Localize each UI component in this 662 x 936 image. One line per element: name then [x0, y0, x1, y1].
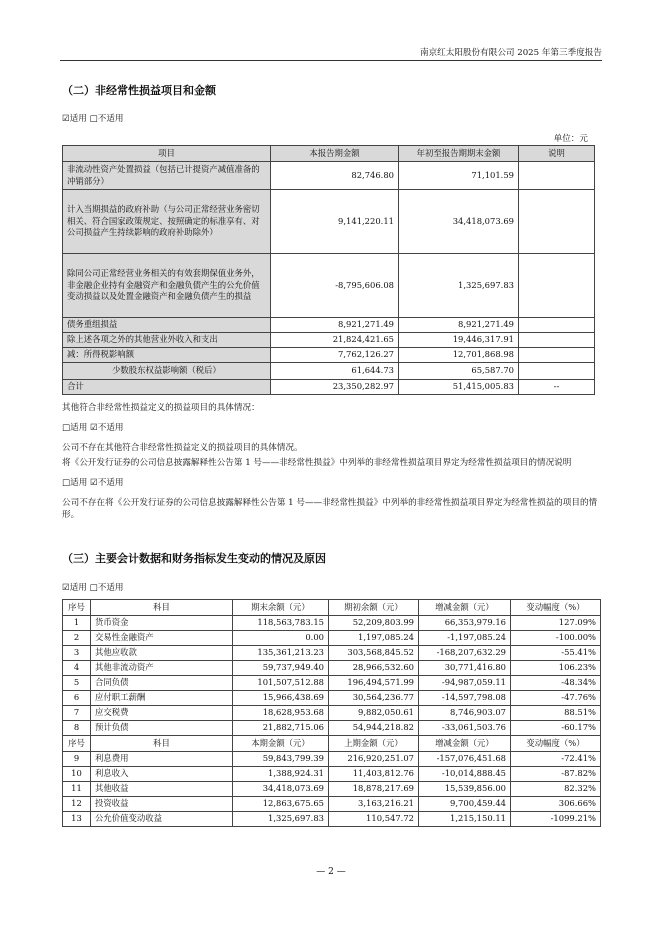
row-number: 6 [63, 691, 91, 706]
column-header: 本期金额（元） [233, 736, 329, 752]
column-header: 上期金额（元） [329, 736, 419, 752]
change-amount: -14,597,798.08 [419, 691, 511, 706]
table-row [63, 254, 595, 318]
amount-a: 15,966,438.69 [233, 691, 329, 706]
account-name: 交易性金融资产 [91, 631, 233, 646]
item-label: 债务重组损益 [63, 318, 271, 333]
account-name: 利息费用 [91, 752, 233, 767]
change-percent: -72.41% [511, 752, 601, 767]
change-percent: -87.82% [511, 767, 601, 782]
note [519, 363, 595, 380]
para-reclassification: 将《公开发行证券的公司信息披露解释性公告第 1 号——非经常性损益》中列举的非经常性损益项目界定为经常性损益项目的情况说明 [62, 458, 572, 468]
note [519, 190, 595, 254]
column-header: 说明 [519, 146, 595, 162]
current-amount: 21,824,421.65 [271, 333, 399, 348]
change-percent: -48.34% [511, 676, 601, 691]
note [519, 162, 595, 190]
table-row [63, 631, 601, 646]
table-header-row [63, 146, 595, 162]
note [519, 333, 595, 348]
current-amount: 82,746.80 [271, 162, 399, 190]
amount-a: 1,388,924.31 [233, 767, 329, 782]
change-percent: 88.51% [511, 706, 601, 721]
change-amount: 66,353,979.16 [419, 616, 511, 631]
item-label: 非流动性资产处置损益（包括已计提资产减值准备的冲销部分） [63, 162, 271, 190]
change-percent: -47.76% [511, 691, 601, 706]
column-header: 科目 [91, 600, 233, 616]
table-row [63, 676, 601, 691]
table-header-row [63, 736, 601, 752]
ytd-amount: 12,701,868.98 [399, 348, 519, 363]
row-number: 1 [63, 616, 91, 631]
amount-a: 59,737,949.40 [233, 661, 329, 676]
ytd-amount: 71,101.59 [399, 162, 519, 190]
table-row [63, 691, 601, 706]
para-no-other-items: 公司不存在其他符合非经常性损益定义的损益项目的具体情况。 [62, 443, 303, 453]
table-row [63, 752, 601, 767]
amount-a: 59,843,799.39 [233, 752, 329, 767]
amount-b: 9,882,050.61 [329, 706, 419, 721]
column-header: 期末余额（元） [233, 600, 329, 616]
amount-a: 21,882,715.06 [233, 721, 329, 736]
table-row [63, 318, 595, 333]
item-label: 少数股东权益影响额（税后） [63, 363, 271, 380]
row-number: 2 [63, 631, 91, 646]
change-percent: -1099.21% [511, 812, 601, 827]
amount-a: 118,563,783.15 [233, 616, 329, 631]
amount-b: 3,163,216.21 [329, 797, 419, 812]
table-row [63, 782, 601, 797]
non-recurring-table [62, 145, 595, 395]
section3-applicable: ☑适用 □不适用 [62, 583, 124, 593]
change-amount: 8,746,903.07 [419, 706, 511, 721]
account-name: 投资收益 [91, 797, 233, 812]
row-number: 5 [63, 676, 91, 691]
account-name: 合同负债 [91, 676, 233, 691]
column-header: 年初至报告期期末金额 [399, 146, 519, 162]
check-reclassification: □适用 ☑不适用 [62, 478, 124, 488]
change-amount: 30,771,416.80 [419, 661, 511, 676]
current-amount: -8,795,606.08 [271, 254, 399, 318]
ytd-amount: 1,325,697.83 [399, 254, 519, 318]
table-row [63, 162, 595, 190]
table-row [63, 812, 601, 827]
change-percent: -55.41% [511, 646, 601, 661]
account-name: 预计负债 [91, 721, 233, 736]
table-row [63, 333, 595, 348]
item-label: 除同公司正常经营业务相关的有效套期保值业务外，非金融企业持有金融资产和金融负债产生的公允价值变动损益以及处置金融资产和金融负债产生的损益 [63, 254, 271, 318]
change-amount: 9,700,459.44 [419, 797, 511, 812]
row-number: 10 [63, 767, 91, 782]
change-percent: 127.09% [511, 616, 601, 631]
row-number: 8 [63, 721, 91, 736]
amount-b: 18,878,217.69 [329, 782, 419, 797]
table-row [63, 706, 601, 721]
column-header: 科目 [91, 736, 233, 752]
note [519, 348, 595, 363]
row-number: 11 [63, 782, 91, 797]
amount-b: 1,197,085.24 [329, 631, 419, 646]
column-header: 序号 [63, 600, 91, 616]
amount-b: 11,403,812.76 [329, 767, 419, 782]
table-row [63, 616, 601, 631]
account-name: 利息收入 [91, 767, 233, 782]
row-number: 12 [63, 797, 91, 812]
check-other-items: □适用 ☑不适用 [62, 423, 124, 433]
amount-a: 18,628,953.68 [233, 706, 329, 721]
row-number: 3 [63, 646, 91, 661]
row-number: 9 [63, 752, 91, 767]
item-label: 计入当期损益的政府补助（与公司正常经营业务密切相关、符合国家政策规定、按照确定的标准享有、对公司损益产生持续影响的政府补助除外） [63, 190, 271, 254]
change-percent: 306.66% [511, 797, 601, 812]
amount-b: 52,209,803.99 [329, 616, 419, 631]
account-name: 应交税费 [91, 706, 233, 721]
column-header: 期初余额（元） [329, 600, 419, 616]
account-name: 其他非流动资产 [91, 661, 233, 676]
table-row [63, 646, 601, 661]
amount-a: 0.00 [233, 631, 329, 646]
amount-b: 54,944,218.82 [329, 721, 419, 736]
amount-b: 30,564,236.77 [329, 691, 419, 706]
ytd-amount: 51,415,005.83 [399, 380, 519, 395]
amount-b: 216,920,251.07 [329, 752, 419, 767]
change-amount: -33,061,503.76 [419, 721, 511, 736]
table-row [63, 661, 601, 676]
account-name: 应付职工薪酬 [91, 691, 233, 706]
column-header: 增减金额（元） [419, 736, 511, 752]
item-label: 除上述各项之外的其他营业外收入和支出 [63, 333, 271, 348]
account-name: 公允价值变动收益 [91, 812, 233, 827]
change-percent: 82.32% [511, 782, 601, 797]
column-header: 变动幅度（%） [511, 600, 601, 616]
note: -- [519, 380, 595, 395]
table-row [63, 797, 601, 812]
change-amount: 15,539,856.00 [419, 782, 511, 797]
section2-title: （二）非经常性损益项目和金额 [62, 84, 216, 97]
table-row [63, 363, 595, 380]
current-amount: 7,762,126.27 [271, 348, 399, 363]
row-number: 4 [63, 661, 91, 676]
change-amount: -10,014,888.45 [419, 767, 511, 782]
row-number: 13 [63, 812, 91, 827]
amount-b: 196,494,571.99 [329, 676, 419, 691]
amount-b: 110,547.72 [329, 812, 419, 827]
change-percent: 106.23% [511, 661, 601, 676]
note [519, 254, 595, 318]
para-no-reclassification: 公司不存在将《公开发行证券的公司信息披露解释性公告第 1 号——非经常性损益》中列举的非经常性损益项目界定为经常性损益的项目的情形。 [62, 498, 598, 520]
table-row [63, 190, 595, 254]
unit-label: 单位：元 [553, 134, 588, 144]
table-row [63, 348, 595, 363]
table-row [63, 721, 601, 736]
change-amount: -157,076,451.68 [419, 752, 511, 767]
ytd-amount: 19,446,317.91 [399, 333, 519, 348]
amount-a: 34,418,073.69 [233, 782, 329, 797]
account-name: 其他收益 [91, 782, 233, 797]
item-label: 减：所得税影响额 [63, 348, 271, 363]
column-header: 变动幅度（%） [511, 736, 601, 752]
amount-a: 101,507,512.88 [233, 676, 329, 691]
current-amount: 9,141,220.11 [271, 190, 399, 254]
amount-b: 303,568,845.52 [329, 646, 419, 661]
column-header: 增减金额（元） [419, 600, 511, 616]
current-amount: 23,350,282.97 [271, 380, 399, 395]
section2-applicable: ☑适用 □不适用 [62, 114, 124, 124]
amount-a: 12,863,675.65 [233, 797, 329, 812]
change-amount: 1,215,150.11 [419, 812, 511, 827]
amount-b: 28,966,532.60 [329, 661, 419, 676]
note [519, 318, 595, 333]
table-row [63, 767, 601, 782]
current-amount: 8,921,271.49 [271, 318, 399, 333]
ytd-amount: 65,587.70 [399, 363, 519, 380]
ytd-amount: 8,921,271.49 [399, 318, 519, 333]
change-percent: -60.17% [511, 721, 601, 736]
change-percent: -100.00% [511, 631, 601, 646]
amount-a: 1,325,697.83 [233, 812, 329, 827]
changes-table [62, 599, 601, 827]
table-header-row [63, 600, 601, 616]
item-label: 合计 [63, 380, 271, 395]
column-header: 项目 [63, 146, 271, 162]
page-number: — 2 — [316, 867, 346, 877]
account-name: 其他应收款 [91, 646, 233, 661]
table-row [63, 380, 595, 395]
ytd-amount: 34,418,073.69 [399, 190, 519, 254]
amount-a: 135,361,213.23 [233, 646, 329, 661]
para-other-items: 其他符合非经常性损益定义的损益项目的具体情况： [62, 403, 260, 413]
row-number: 7 [63, 706, 91, 721]
column-header: 本报告期金额 [271, 146, 399, 162]
change-amount: -1,197,085.24 [419, 631, 511, 646]
column-header: 序号 [63, 736, 91, 752]
change-amount: -94,987,059.11 [419, 676, 511, 691]
current-amount: 61,644.73 [271, 363, 399, 380]
change-amount: -168,207,632.29 [419, 646, 511, 661]
page-header: 南京红太阳股份有限公司 2025 年第三季度报告 [60, 46, 602, 61]
account-name: 货币资金 [91, 616, 233, 631]
section3-title: （三）主要会计数据和财务指标发生变动的情况及原因 [62, 552, 326, 565]
